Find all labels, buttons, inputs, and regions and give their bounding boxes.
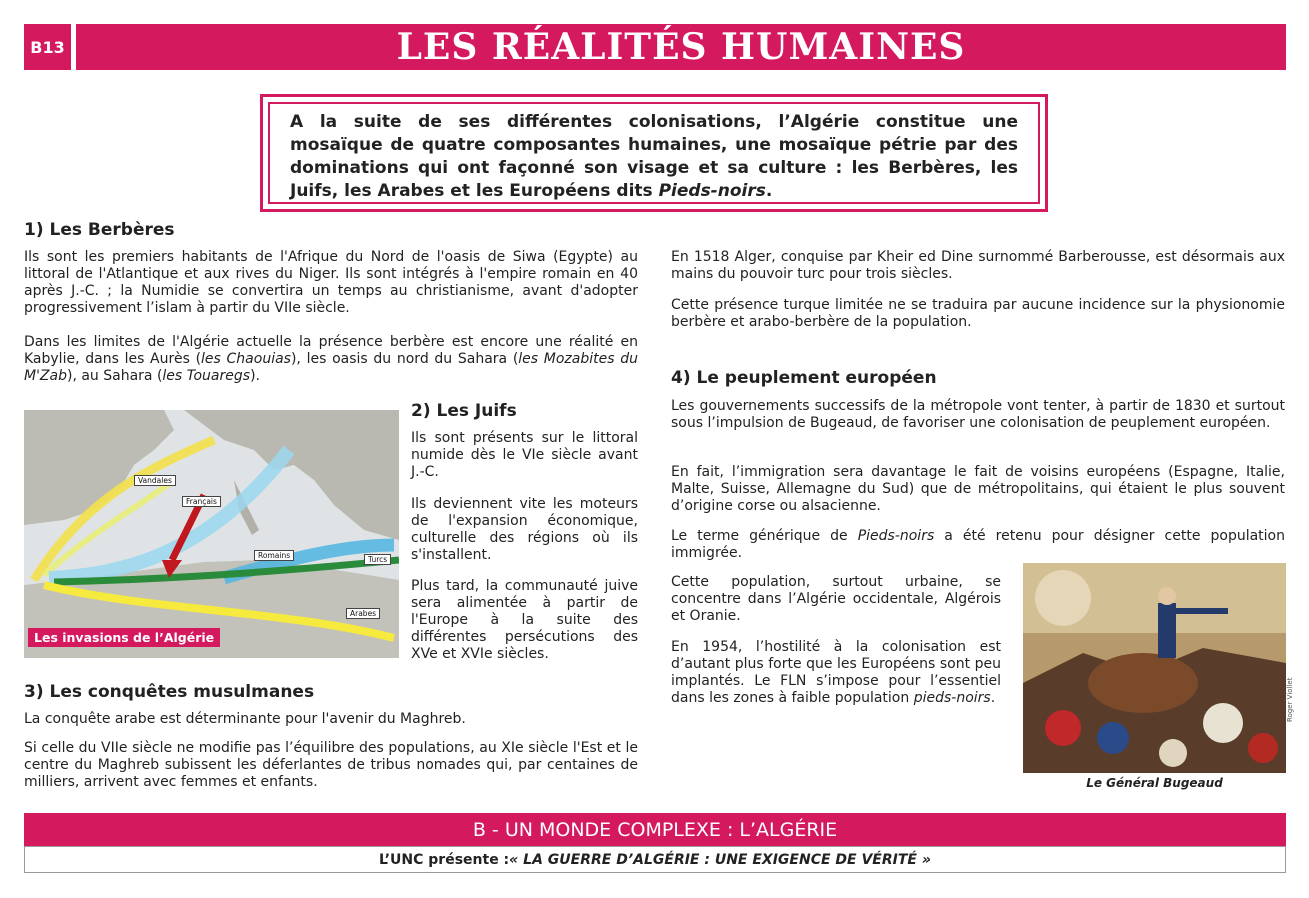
juifs-paragraph-1: Ils sont présents sur le littoral numide dès le VIe siècle avant J.-C.	[411, 430, 638, 480]
juifs-paragraph-3: Plus tard, la communauté juive sera alimentée à partir de l'Europe à la suite des différentes persécutions des XVe et XVIe siècles.	[411, 578, 638, 662]
heading-juifs: 2) Les Juifs	[411, 401, 517, 421]
painting-graphic	[1023, 563, 1286, 773]
map-label-arabes: Arabes	[346, 608, 380, 619]
europeen-paragraph-2: En fait, l’immigration sera davantage le fait de voisins européens (Espagne, Italie, Malte, Suisse, Allemagne du Sud) que de métropolitains, qui étaient le plus souvent d’origine corse ou alsacienne.	[671, 464, 1285, 514]
berberes-paragraph-1: Ils sont les premiers habitants de l'Afrique du Nord de l'oasis de Siwa (Egypte) au littoral de l'Atlantique et aux rives du Niger. Ils sont intégrés à l'empire romain en 40 après J.-C. ; la Numidie se convertira un temps au christianisme, avant d'adopter progressivement l’islam à partir du VIIe siècle.	[24, 249, 638, 316]
intro-text: A la suite de ses différentes colonisations, l’Algérie constitue une mosaïque de quatre composantes humaines, une mosaïque pétrie par des dominations qui ont façonné son visage et sa culture : les Berbères, les Juifs, les Arabes et les Européens dits Pieds-noirs.	[268, 102, 1040, 204]
juifs-paragraph-2: Ils deviennent vite les moteurs de l'expansion économique, culturelle des régions où ils s'installent.	[411, 496, 638, 563]
page-title: LES RÉALITÉS HUMAINES	[76, 24, 1286, 70]
invasions-map	[24, 410, 399, 658]
europeen-paragraph-3: Le terme générique de Pieds-noirs a été retenu pour désigner cette population immigrée.	[671, 528, 1285, 561]
map-label-vandales: Vandales	[134, 475, 176, 486]
intro-box	[260, 94, 1048, 212]
musulmanes-paragraph-1: La conquête arabe est déterminante pour l'avenir du Maghreb.	[24, 711, 466, 727]
map-label-turcs: Turcs	[364, 554, 391, 565]
painting-caption: Le Général Bugeaud	[1086, 776, 1223, 790]
map-graphic	[24, 410, 399, 658]
heading-europeen: 4) Le peuplement européen	[671, 368, 937, 388]
europeen-paragraph-4: Cette population, surtout urbaine, se concentre dans l’Algérie occidentale, Algérois et Oranie.	[671, 574, 1001, 624]
map-caption: Les invasions de l’Algérie	[28, 628, 220, 647]
berberes-paragraph-2: Dans les limites de l'Algérie actuelle la présence berbère est encore une réalité en Kabylie, dans les Aurès (les Chaouias), les oasis du nord du Sahara (les Mozabites du M'Zab), au Sahara (les Touaregs).	[24, 334, 638, 384]
map-label-francais: Français	[182, 496, 221, 507]
europeen-paragraph-5: En 1954, l’hostilité à la colonisation est d’autant plus forte que les Européens sont peu implantés. Le FLN s’impose pour l’essentiel dans les zones à faible population pieds-noirs.	[671, 639, 1001, 706]
turcs-paragraph-2: Cette présence turque limitée ne se traduira par aucune incidence sur la physionomie berbère et arabo-berbère de la population.	[671, 297, 1285, 330]
painting-credit: Roger Viollet	[1286, 677, 1294, 722]
footer-title: B - UN MONDE COMPLEXE : L’ALGÉRIE	[24, 813, 1286, 846]
bugeaud-painting	[1023, 563, 1286, 773]
heading-berberes: 1) Les Berbères	[24, 220, 175, 240]
europeen-paragraph-1: Les gouvernements successifs de la métropole vont tenter, à partir de 1830 et surtout sous l’impulsion de Bugeaud, de favoriser une colonisation de peuplement européen.	[671, 398, 1285, 431]
turcs-paragraph-1: En 1518 Alger, conquise par Kheir ed Dine surnommé Barberousse, est désormais aux mains du pouvoir turc pour trois siècles.	[671, 249, 1285, 282]
musulmanes-paragraph-2: Si celle du VIIe siècle ne modifie pas l’équilibre des populations, au XIe siècle l'Est et le centre du Maghreb subissent les déferlantes de tribus nomades qui, par centaines de milliers, arrivent avec femmes et enfants.	[24, 740, 638, 790]
footer-subtitle: L’UNC présente : « LA GUERRE D’ALGÉRIE : UNE EXIGENCE DE VÉRITÉ »	[24, 846, 1286, 873]
heading-musulmanes: 3) Les conquêtes musulmanes	[24, 682, 315, 702]
map-label-romains: Romains	[254, 550, 294, 561]
page-code: B13	[24, 24, 71, 70]
